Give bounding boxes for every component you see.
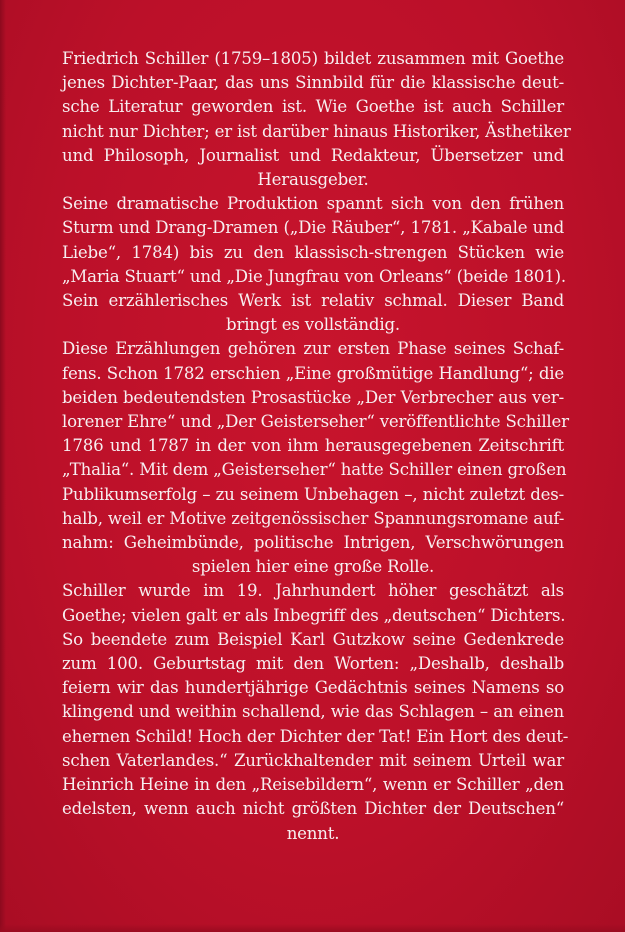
text-line: jenes Dichter-Paar, das uns Sinnbild für die klassische deut- — [62, 73, 564, 93]
text-line: lorener Ehre“ und „Der Geisterseher“ veröffentlichte Schiller — [62, 412, 569, 432]
text-line: nennt. — [286, 823, 340, 843]
text-line: „Thalia“. Mit dem „Geisterseher“ hatte Schiller einen großen — [62, 460, 567, 480]
text-line: „Maria Stuart“ und „Die Jungfrau von Orleans“ (beide 1801). — [62, 266, 566, 286]
text-line: spielen hier eine große Rolle. — [191, 557, 435, 577]
text-line: halb, weil er Motive zeitgenössischer Spannungsromane auf- — [62, 508, 565, 528]
cover-bottom-edge-shadow — [0, 924, 625, 932]
text-line: bringt es vollständig. — [226, 315, 400, 335]
text-line: schen Vaterlandes.“ Zurückhaltender mit seinem Urteil war — [62, 750, 564, 770]
text-line: Herausgeber. — [257, 170, 369, 190]
blurb-paragraph-3 — [62, 337, 569, 579]
text-line: 1786 und 1787 in der von ihm herausgegebenen Zeitschrift — [62, 436, 564, 456]
text-line: nicht nur Dichter; er ist darüber hinaus Historiker, Ästhetiker — [62, 121, 571, 141]
text-line: Schiller wurde im 19. Jahrhundert höher geschätzt als — [62, 581, 564, 601]
text-line: So beendete zum Beispiel Karl Gutzkow seine Gedenkrede — [62, 629, 564, 649]
text-line: feiern wir das hundertjährige Gedächtnis seines Namens so — [62, 678, 564, 698]
text-line: Heinrich Heine in den „Reisebildern“, wenn er Schiller „den — [62, 775, 564, 795]
text-line: Seine dramatische Produktion spannt sich von den frühen — [62, 194, 564, 214]
text-line: Publikumserfolg – zu seinem Unbehagen –, nicht zuletzt des- — [62, 484, 564, 504]
text-line: fens. Schon 1782 erschien „Eine großmütige Handlung“; die — [62, 363, 564, 383]
text-line: Liebe“, 1784) bis zu den klassisch-strengen Stücken wie — [62, 242, 564, 262]
text-line: Sturm und Drang-Dramen („Die Räuber“, 1781. „Kabale und — [62, 218, 564, 238]
text-line: Goethe; vielen galt er als Inbegriff des „deutschen“ Dichters. — [62, 605, 566, 625]
text-line: ehernen Schild! Hoch der Dichter der Tat! Ein Hort des deut- — [62, 726, 569, 746]
text-line: sche Literatur geworden ist. Wie Goethe ist auch Schiller — [62, 97, 564, 117]
text-line: Diese Erzählungen gehören zur ersten Phase seines Schaf- — [62, 339, 564, 359]
text-line: klingend und weithin schallend, wie das Schlagen – an einen — [62, 702, 564, 722]
blurb-text — [62, 47, 571, 846]
text-line: und Philosoph, Journalist und Redakteur, Übersetzer und — [62, 145, 564, 165]
blurb-paragraph-4 — [62, 579, 569, 845]
text-line: zum 100. Geburtstag mit den Worten: „Deshalb, deshalb — [62, 654, 564, 674]
text-line: Friedrich Schiller (1759–1805) bildet zusammen mit Goethe — [62, 49, 564, 68]
text-line: beiden bedeutendsten Prosastücke „Der Verbrecher aus ver- — [62, 387, 564, 407]
blurb-paragraph-2 — [62, 192, 564, 337]
text-line: edelsten, wenn auch nicht größten Dichter der Deutschen“ — [62, 799, 564, 819]
blurb-paragraph-1 — [62, 47, 571, 192]
text-line: nahm: Geheimbünde, politische Intrigen, Verschwörungen — [62, 533, 564, 553]
text-line: Sein erzählerisches Werk ist relativ schmal. Dieser Band — [62, 291, 564, 311]
cover-left-edge-shadow — [0, 0, 6, 932]
